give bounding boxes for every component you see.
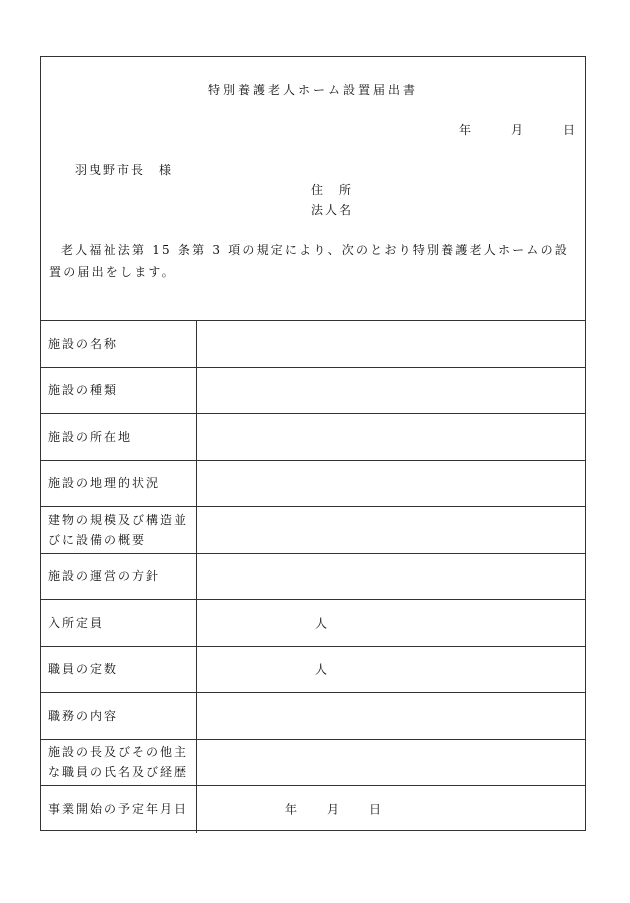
capacity-field[interactable] xyxy=(197,600,585,646)
submission-date xyxy=(459,121,575,138)
table-row xyxy=(41,507,585,554)
row-label: 職務の内容 xyxy=(41,693,197,739)
table-row xyxy=(41,647,585,694)
date-day-label: 日 xyxy=(562,123,575,137)
staff-history-field[interactable] xyxy=(197,740,585,786)
row-label: 施設の所在地 xyxy=(41,414,197,460)
table-row xyxy=(41,693,585,740)
row-label: 建物の規模及び構造並びに設備の概要 xyxy=(41,507,197,553)
corporation-name-label: 法人名 xyxy=(311,203,354,217)
addressee-honorific: 様 xyxy=(159,163,174,177)
row-label: 施設の地理的状況 xyxy=(41,461,197,507)
job-duties-field[interactable] xyxy=(197,693,585,739)
address-label: 住 所 xyxy=(311,183,354,197)
date-year-label: 年 xyxy=(458,123,471,137)
start-month-label: 月 xyxy=(327,802,340,817)
table-row xyxy=(41,554,585,601)
geographic-situation-field[interactable] xyxy=(197,461,585,507)
start-day-label: 日 xyxy=(369,802,382,817)
start-date xyxy=(285,801,381,818)
persons-unit: 人 xyxy=(315,616,328,631)
statement-text: 老人福祉法第 15 条第 3 項の規定により、次のとおり特別養護老人ホームの設置の届出をします。 xyxy=(49,243,569,279)
row-label: 事業開始の予定年月日 xyxy=(41,786,197,833)
row-label: 施設の種類 xyxy=(41,368,197,414)
notification-form xyxy=(40,56,586,831)
start-date-field[interactable] xyxy=(197,786,585,833)
document-title: 特別養護老人ホーム設置届出書 xyxy=(207,83,418,97)
row-label: 施設の運営の方針 xyxy=(41,554,197,600)
table-row xyxy=(41,786,585,833)
persons-unit: 人 xyxy=(315,662,328,677)
staff-count-field[interactable] xyxy=(197,647,585,693)
start-year-label: 年 xyxy=(285,802,298,817)
addressee xyxy=(75,161,173,178)
table-row xyxy=(41,740,585,787)
table-row xyxy=(41,600,585,647)
building-overview-field[interactable] xyxy=(197,507,585,553)
row-label: 入所定員 xyxy=(41,600,197,646)
table-row xyxy=(41,321,585,368)
addressee-name: 羽曳野市長 xyxy=(75,163,146,177)
table-row xyxy=(41,461,585,508)
date-month-label: 月 xyxy=(510,123,523,137)
operation-policy-field[interactable] xyxy=(197,554,585,600)
row-label: 施設の長及びその他主な職員の氏名及び経歴 xyxy=(41,740,197,786)
table-row xyxy=(41,368,585,415)
table-row xyxy=(41,414,585,461)
form-header xyxy=(41,57,585,321)
facility-type-field[interactable] xyxy=(197,368,585,414)
applicant-block xyxy=(311,180,353,220)
row-label: 施設の名称 xyxy=(41,321,197,367)
facility-name-field[interactable] xyxy=(197,321,585,367)
facility-location-field[interactable] xyxy=(197,414,585,460)
details-table xyxy=(41,321,585,833)
row-label: 職員の定数 xyxy=(41,647,197,693)
